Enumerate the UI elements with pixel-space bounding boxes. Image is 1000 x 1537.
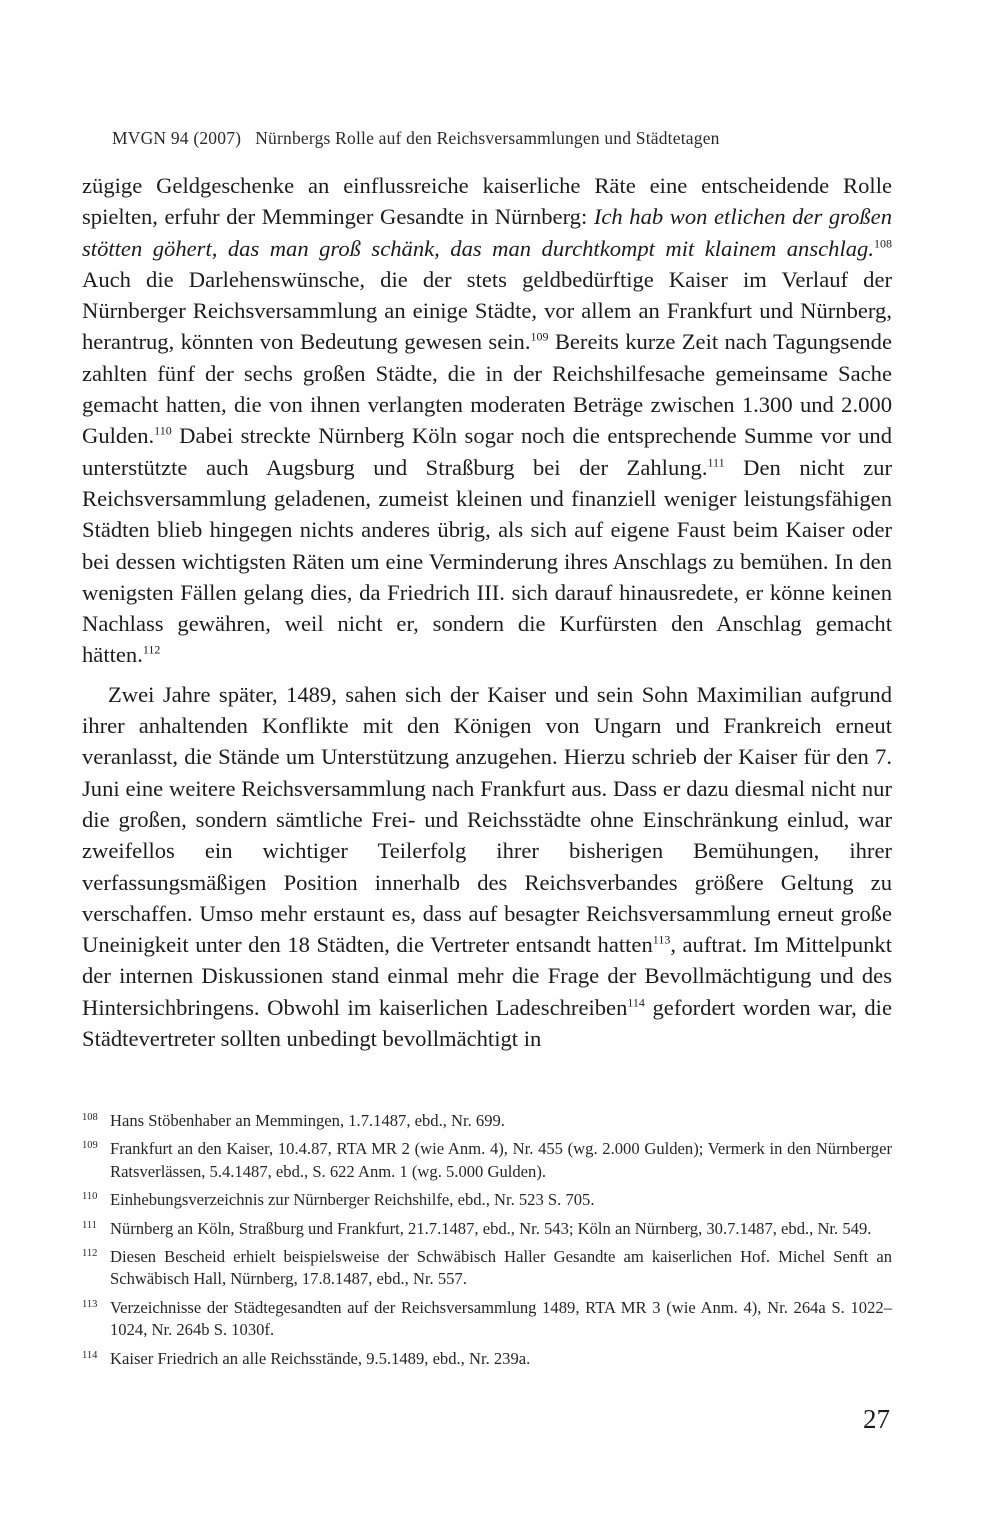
footnote-number: 112	[82, 1248, 98, 1260]
footnote-108	[82, 1110, 892, 1132]
footnote-number: 111	[82, 1219, 97, 1231]
footnote-110	[82, 1189, 892, 1211]
text-run: gefordert worden war, die Städtevertreter sollten unbedingt bevollmächtigt in	[82, 994, 892, 1052]
journal-reference: MVGN 94 (2007)	[112, 128, 242, 148]
footnote-ref-109[interactable]: 109	[530, 329, 549, 344]
footnote-text: Einhebungsverzeichnis zur Nürnberger Reichshilfe, ebd., Nr. 523 S. 705.	[110, 1190, 595, 1210]
footnote-113	[82, 1297, 892, 1342]
text-run: Zwei Jahre später, 1489, sahen sich der Kaiser und sein Sohn Maximilian aufgrund ihrer anhaltenden Konflikte mit den Königen von Ungarn und Frankreich erneut veranlasst, die Stände um Unterstützung anzugehen. Hierzu schrieb der Kaiser für den 7. Juni eine weitere Reichsversammlung nach Frankfurt aus. Dass er dazu diesmal nicht nur die großen, sondern sämtliche Frei- und Reichsstädte ohne Einschränkung einlud, war zweifellos ein wichtiger Teilerfolg ihrer bisherigen Bemühungen, ihrer verfassungsmäßigen Position innerhalb des Reichsverbandes größere Geltung zu verschaffen. Umso mehr erstaunt es, dass auf besagter Reichsversammlung erneut große Uneinigkeit unter den 18 Städten, die Vertreter entsandt hatten	[82, 681, 892, 958]
paragraph-2	[82, 679, 892, 1055]
footnote-ref-113[interactable]: 113	[652, 932, 671, 947]
footnote-111	[82, 1218, 892, 1240]
text-run: Den nicht zur Reichsversammlung geladenen, zumeist kleinen und finanziell weniger leistungsfähigen Städten blieb hingegen nichts anderes übrig, als sich auf eigene Faust beim Kaiser oder bei dessen wichtigsten Räten um eine Verminderung ihres Anschlags zu bemühen. In den wenigsten Fällen gelang dies, da Friedrich III. sich darauf hinausredete, er könne keinen Nachlass gewähren, weil nicht er, sondern die Kurfürsten den Anschlag gemacht hätten.	[82, 454, 892, 668]
text-run: , auftrat. Im Mittelpunkt der internen Diskussionen stand einmal mehr die Frage der Bevollmächtigung und des Hintersichbringens. Obwohl im kaiserlichen Ladeschreiben	[82, 932, 892, 1020]
footnote-number: 114	[82, 1349, 98, 1361]
footnote-ref-112[interactable]: 112	[142, 642, 161, 657]
footnote-text: Kaiser Friedrich an alle Reichsstände, 9.5.1489, ebd., Nr. 239a.	[110, 1348, 531, 1368]
footnotes	[82, 1110, 892, 1376]
footnote-number: 108	[82, 1112, 98, 1123]
footnote-number: 110	[82, 1191, 98, 1203]
running-head	[112, 128, 892, 149]
text-run: Dabei streckte Nürnberg Köln sogar noch die entsprechende Summe vor und unterstützte auch Augsburg und Straßburg bei der Zahlung.	[82, 423, 892, 480]
footnote-number: 109	[82, 1140, 98, 1152]
footnote-ref-111[interactable]: 111	[707, 455, 725, 470]
quotation: Ich hab won etlichen der großen stötten göhert, das man groß schänk, das man durchtkompt mit klainem anschlag.	[82, 204, 892, 261]
footnote-text: Verzeichnisse der Städtegesandten auf der Reichsversammlung 1489, RTA MR 3 (wie Anm. 4), Nr. 264a S. 1022–1024, Nr. 264b S. 1030f.	[110, 1297, 892, 1340]
footnote-text: Diesen Bescheid erhielt beispielsweise der Schwäbisch Haller Gesandte am kaiserlichen Hof. Michel Senft an Schwäbisch Hall, Nürnberg, 17.8.1487, ebd., Nr. 557.	[110, 1247, 892, 1289]
footnote-number: 113	[82, 1298, 98, 1310]
footnote-ref-108[interactable]: 108	[874, 236, 892, 251]
page-number: 27	[863, 1404, 890, 1434]
footnote-text: Nürnberg an Köln, Straßburg und Frankfurt, 21.7.1487, ebd., Nr. 543; Köln an Nürnberg, 30.7.1487, ebd., Nr. 549.	[110, 1218, 872, 1238]
body-text	[82, 170, 892, 1054]
text-run: Auch die Darlehenswünsche, die der stets geldbedürftige Kaiser im Verlauf der Nürnberger Reichsversammlung an einige Städte, vor allem an Frankfurt und Nürnberg, herantrug, könnten von Bedeutung gewesen sein.	[82, 266, 892, 355]
text-run: Bereits kurze Zeit nach Tagungsende zahlten fünf der sechs großen Städte, die in der Reichshilfesache gemeinsame Sache gemacht hatten, die von ihnen verlangten moderaten Beträge zwischen 1.300 und 2.000 Gulden.	[82, 329, 892, 449]
footnote-ref-114[interactable]: 114	[627, 995, 645, 1010]
footnote-112	[82, 1246, 892, 1291]
footnote-109	[82, 1138, 892, 1183]
footnote-text: Hans Stöbenhaber an Memmingen, 1.7.1487, ebd., Nr. 699.	[110, 1111, 505, 1130]
text-run: zügige Geldgeschenke an einflussreiche kaiserliche Räte eine entscheidende Rolle spielten, erfuhr der Memminger Gesandte in Nürnberg:	[82, 173, 892, 230]
footnote-text: Frankfurt an den Kaiser, 10.4.87, RTA MR 2 (wie Anm. 4), Nr. 455 (wg. 2.000 Gulden); Vermerk in den Nürnberger Ratsverlässen, 5.4.1487, ebd., S. 622 Anm. 1 (wg. 5.000 Gulden).	[110, 1139, 892, 1181]
footnote-114	[82, 1348, 892, 1370]
article-title: Nürnbergs Rolle auf den Reichsversammlungen und Städtetagen	[255, 128, 720, 148]
paragraph-1	[82, 170, 892, 671]
footnote-ref-110[interactable]: 110	[154, 423, 172, 438]
